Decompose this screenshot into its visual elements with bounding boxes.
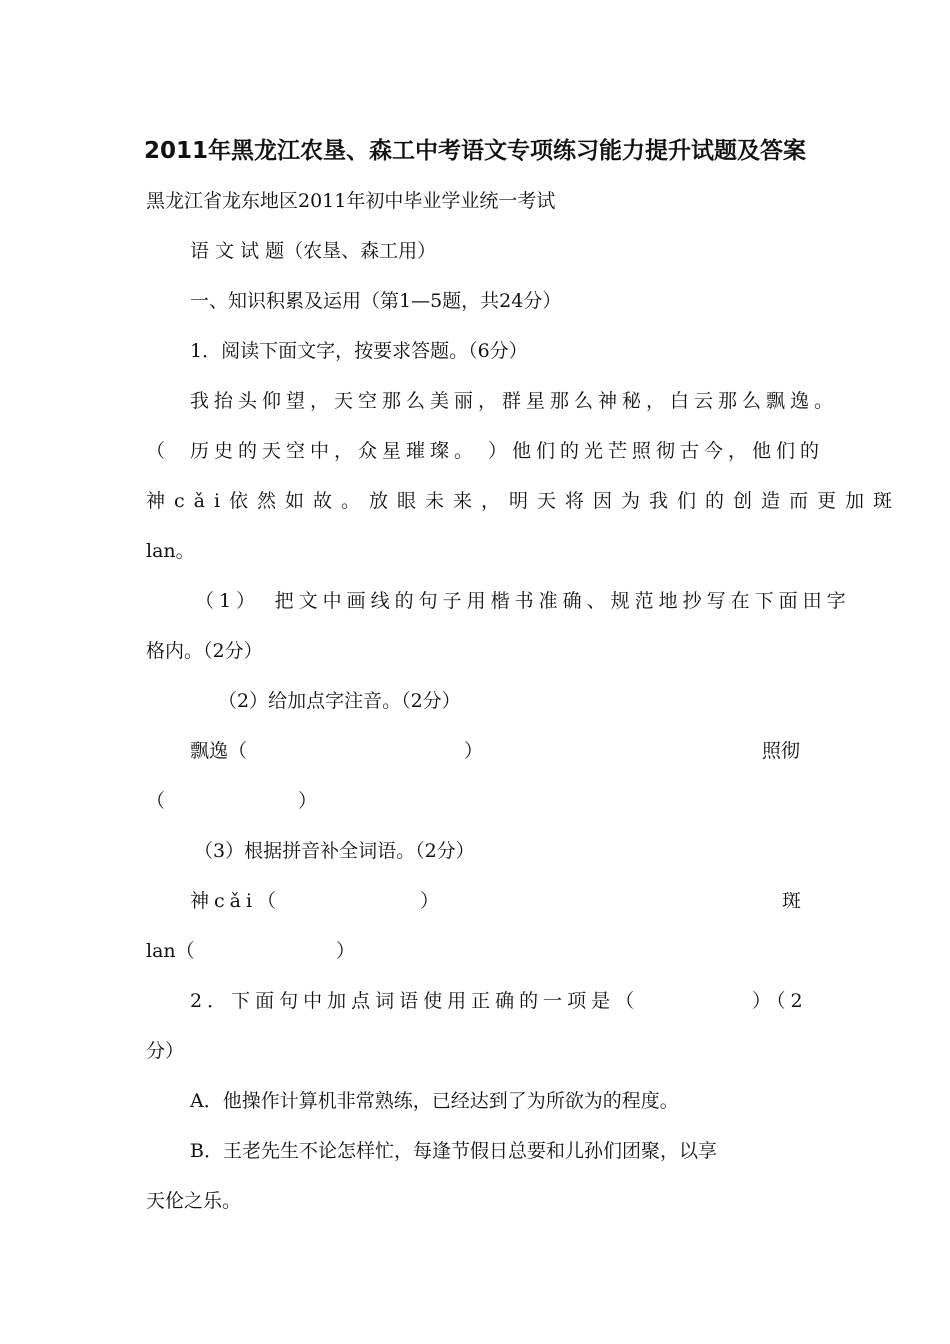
question-2-stem: 2．下面句中加点词语使用正确的一项是（ <box>190 990 640 1012</box>
pinyin-word-2: 斑 <box>782 890 802 912</box>
document-title: 2011年黑龙江农垦、森工中考语文专项练习能力提升试题及答案 <box>143 138 806 164</box>
subject-heading: 语 文 试 题（农垦、森工用） <box>190 240 437 262</box>
question-2-stem-close: ）（2 <box>752 990 808 1012</box>
passage-line-4: lan。 <box>146 540 195 562</box>
question-2-stem-line-2: 分） <box>146 1040 185 1062</box>
exam-name: 黑龙江省龙东地区2011年初中毕业学业统一考试 <box>146 190 556 212</box>
passage-underlined-sentence: 历史的天空中，众星璀璨。 <box>190 440 479 462</box>
passage-line-2-rest: ）他们的光芒照彻古今，他们的 <box>488 440 825 462</box>
sub-question-2: （2）给加点字注音。（2分） <box>218 690 461 712</box>
option-a: A．他操作计算机非常熟练，已经达到了为所欲为的程度。 <box>190 1090 679 1112</box>
phonetic-word-1-close: ） <box>464 740 484 762</box>
section-heading: 一、知识积累及运用（第1—5题，共24分） <box>190 290 562 312</box>
sub-question-1-line-2: 格内。（2分） <box>146 640 263 662</box>
phonetic-word-2-close: ） <box>298 790 318 812</box>
pinyin-word-2-close: ） <box>336 940 356 962</box>
pinyin-word-2-b: lan（ <box>146 940 195 962</box>
pinyin-word-1: 神cǎi（ <box>190 890 282 912</box>
option-b-line-1: B．王老先生不论怎样忙，每逢节假日总要和儿孙们团聚，以享 <box>190 1140 717 1162</box>
passage-line-2-open: （ <box>146 440 171 462</box>
phonetic-word-2: 照彻 <box>762 740 801 762</box>
phonetic-word-1: 飘逸（ <box>190 740 248 762</box>
passage-line-1: 我抬头仰望，天空那么美丽，群星那么神秘，白云那么飘逸。 <box>190 390 839 412</box>
sub-question-3: （3）根据拼音补全词语。（2分） <box>194 840 475 862</box>
question-1-stem: 1．阅读下面文字，按要求答题。（6分） <box>190 340 528 362</box>
phonetic-word-2-open: （ <box>146 790 166 812</box>
pinyin-word-1-close: ） <box>420 890 440 912</box>
option-b-line-2: 天伦之乐。 <box>146 1190 242 1212</box>
passage-line-3: 神cǎi依然如故。放眼未来，明天将因为我们的创造而更加斑 <box>146 490 902 512</box>
sub-question-1-line-1: （1） 把文中画线的句子用楷书准确、规范地抄写在下面田字 <box>195 590 851 612</box>
